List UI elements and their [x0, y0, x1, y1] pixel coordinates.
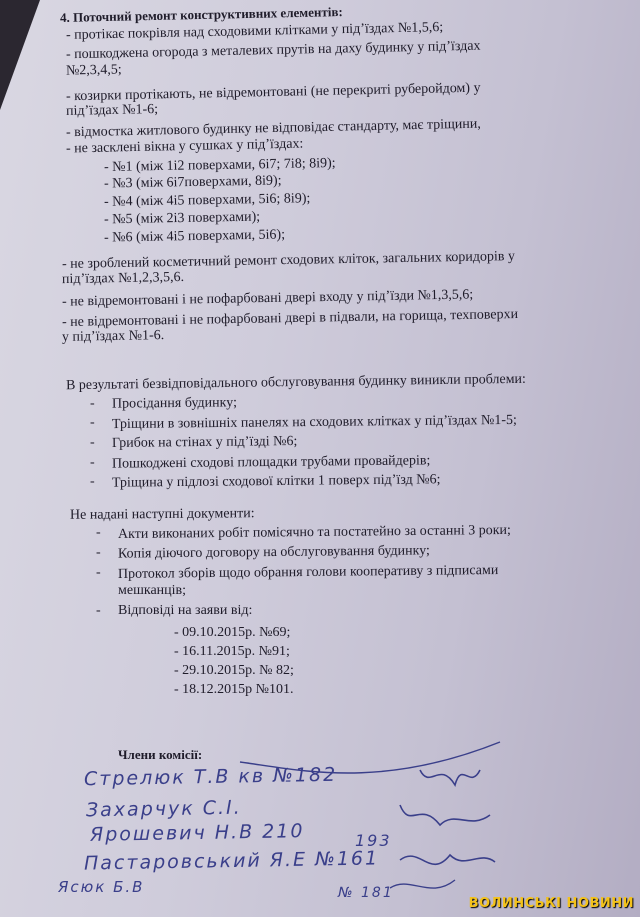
handwritten-entry: Захарчук С.І. [85, 796, 242, 822]
list-item: Просідання будинку; [111, 395, 238, 412]
list-item: - №4 (між 4і5 поверхами, 5і6; 8і9); [103, 191, 311, 210]
list-item: - козирки протікають, не відремонтовані (не перекриті руберойдом) у [65, 80, 481, 105]
bullet-dash: - [90, 415, 95, 430]
handwritten-entry: Стрелюк Т.В кв №182 [83, 763, 338, 791]
list-item: - протікає покрівля над сходовими клітками у під’їздах №1,5,6; [65, 20, 444, 43]
list-item: - №3 (між 6і7поверхами, 8і9); [103, 173, 282, 192]
date-item: - 16.11.2015р. №91; [174, 644, 290, 659]
list-item: Відповіді на заяви від: [118, 603, 253, 618]
commission-label: Члени комісії: [118, 747, 203, 762]
list-item: під’їздах №1,2,3,5,6. [61, 269, 185, 288]
list-item: під’їздах №1-6; [65, 102, 159, 119]
bullet-dash: - [96, 565, 101, 580]
list-item: - №1 (між 1і2 поверхами, 6і7; 7і8; 8і9); [103, 155, 336, 176]
handwritten-entry: № 181 [338, 885, 394, 901]
handwritten-entry: Ярошевич Н.В 210 [89, 820, 305, 846]
date-item: - 18.12.2015р №101. [174, 682, 294, 697]
bullet-dash: - [90, 396, 95, 411]
handwritten-entry: 193 [355, 831, 392, 850]
list-item: Пошкоджені сходові площадки трубами провайдерів; [111, 453, 431, 472]
watermark-logo: ВОЛИНСЬКІ НОВИНИ [468, 896, 634, 911]
list-item: - відмостка житлового будинку не відповідає стандарту, має тріщини, [65, 116, 481, 141]
bullet-dash: - [90, 435, 95, 450]
date-item: - 29.10.2015р. № 82; [174, 663, 294, 678]
section-heading: 4. Поточний ремонт конструктивних елементів: [59, 4, 343, 25]
date-item: - 09.10.2015р. №69; [174, 625, 291, 640]
list-item: Грибок на стінах у під’їзді №6; [111, 434, 298, 451]
bullet-dash: - [96, 525, 101, 540]
list-item: - не відремонтовані і не пофарбовані двері входу у під’їзди №1,3,5,6; [61, 287, 474, 310]
list-item: Тріщини в зовнішніх панелях на сходових клітках у під’їздах №1-5; [111, 412, 517, 433]
bullet-dash: - [96, 545, 101, 560]
list-item: - не засклені вікна у сушках у під’їздах: [65, 136, 304, 157]
list-item: Копія діючого договору на обслуговування будинку; [117, 543, 431, 562]
list-item: Протокол зборів щодо обрання голови кооперативу з підписами [117, 563, 499, 582]
list-item: Акти виконаних робіт помісячно та постатейно за останні 3 роки; [117, 522, 511, 543]
list-item: №2,3,4,5; [65, 62, 122, 79]
bullet-dash: - [90, 455, 95, 470]
handwritten-entry: Пастаровський Я.Е №161 [83, 847, 380, 875]
bullet-dash: - [90, 474, 95, 489]
list-item: - пошкоджена огорода з металевих прутів на даху будинку у під’їздах [65, 38, 481, 63]
problems-intro: В результаті безвідповідального обслуговування будинку виникли проблеми: [65, 371, 526, 394]
list-item: мешканців; [118, 583, 187, 598]
list-item: у під’їздах №1-6. [61, 328, 165, 345]
list-item: - не зроблений косметичний ремонт сходових кліток, загальних коридорів у [61, 249, 516, 272]
list-item: - №5 (між 2і3 поверхами); [103, 209, 261, 228]
documents-intro: Не надані наступні документи: [69, 506, 255, 523]
list-item: - №6 (між 4і5 поверхами, 5і6); [103, 227, 286, 246]
bullet-dash: - [96, 603, 101, 618]
list-item: Тріщина у підлозі сходової клітки 1 поверх під’їзд №6; [111, 472, 441, 491]
handwritten-entry: Ясюк Б.В [58, 878, 145, 896]
list-item: - не відремонтовані і не пофарбовані двері в підвали, на горища, техповерхи [61, 307, 519, 330]
